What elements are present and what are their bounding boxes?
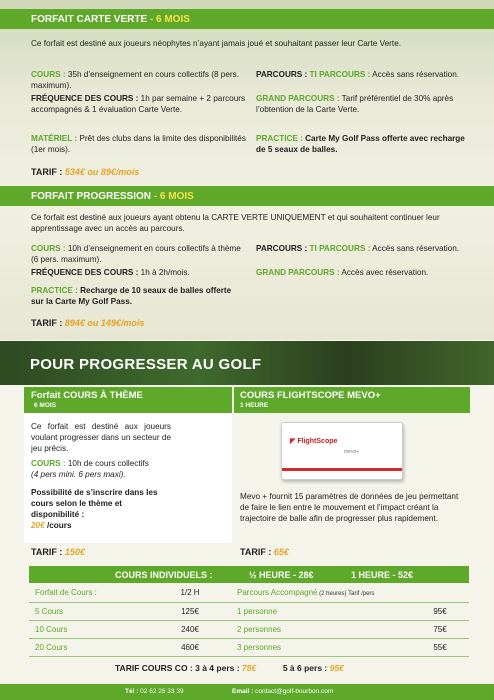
intro-text: Ce forfait est destiné aux joueurs voulant progresser dans un secteur de jeu précis. [31, 422, 171, 453]
tarif: TARIF : 534€ ou 89€/mois [31, 167, 140, 177]
price-per-course: 20€ /cours [31, 521, 72, 530]
device-model-text: mevo+ [344, 449, 360, 455]
grand-parcours-info: GRAND PARCOURS : Tarif préférentiel de 30% après l’obtention de la Carte Verte. [256, 94, 454, 114]
practice-info: PRACTICE : Carte My Golf Pass offerte avec recharge de 5 seaux de balles. [256, 134, 465, 154]
flightscope-logo-icon: ◤ [290, 438, 296, 445]
table-row: 10 Cours 240€ 2 personnes 75€ [29, 620, 469, 638]
section-banner-progression [0, 186, 494, 206]
section-banner-flightscope [234, 387, 470, 413]
footer-phone: Tél : 02 62 26 33 39 [125, 688, 184, 695]
tarif: TARIF : 894€ ou 149€/mois [31, 318, 145, 328]
cours-individuels-banner: COURS INDIVIDUELS : ½ HEURE - 28€ 1 HEURE - 52€ [29, 566, 469, 583]
tarif: TARIF : 65€ [240, 547, 289, 557]
frequence-info: FRÉQUENCE DES COURS : 1h par semaine + 2 parcours accompagnés & 1 évaluation Carte Verte. [31, 94, 246, 114]
parcours-info: PARCOURS : TI PARCOURS : Accès sans réservation. [256, 244, 460, 253]
parcours-info: PARCOURS : TI PARCOURS : Accès sans réservation. [256, 70, 460, 79]
section-title: FORFAIT PROGRESSION [31, 191, 152, 202]
section-title: Forfait COURS À THÈME [31, 390, 143, 401]
section-duration: - 6 MOIS [151, 191, 194, 202]
tarif: TARIF : 150€ [31, 547, 85, 557]
rates-table [29, 584, 469, 657]
hero-title: POUR PROGRESSER AU GOLF [30, 356, 262, 373]
possibilite-info: Possibilité de s’inscrire dans les cours selon le thème et disponibilité : [31, 488, 158, 519]
flightscope-text: Mevo + fournit 15 paramètres de données de jeu permettant de faire le lien entre le mouvement et l’impact créant la trajectoire de balle afin de progresser plus rapidement. [240, 492, 459, 523]
footer-bar [0, 684, 494, 700]
section-title: COURS FLIGHTSCOPE MEVO+ [240, 390, 381, 401]
section-duration: 6 MOIS [34, 402, 57, 409]
section-banner-carte-verte [0, 9, 494, 29]
device-logo-text: FlightScope [297, 438, 338, 445]
section-duration: 1 HEURE [240, 402, 269, 409]
table-row: 20 Cours 460€ 3 personnes 55€ [29, 638, 469, 656]
table-row: 5 Cours 125€ 1 personne 95€ [29, 602, 469, 620]
cours-info: COURS : 10h d’enseignement en cours collectifs à thème (6 pers. maximum). [31, 244, 241, 264]
intro-text: Ce forfait est destiné aux joueurs ayant obtenu la CARTE VERTE UNIQUEMENT et qui souhaitent continuer leur apprentissage avec un accès au parcours. [31, 213, 440, 233]
section-banner-cours-theme [24, 387, 232, 413]
flightscope-device-image [281, 422, 403, 480]
grand-parcours-info: GRAND PARCOURS : Accès avec réservation. [256, 268, 429, 277]
cours-info: COURS : 10h de cours collectifs (4 pers mini. 6 pers maxi). [31, 459, 149, 479]
materiel-info: MATÉRIEL : Prêt des clubs dans la limite des disponibilités (1er mois). [31, 134, 246, 154]
device-stripe [282, 468, 402, 471]
cours-info: COURS : 35h d’enseignement en cours collectifs (8 pers. maximum). [31, 70, 239, 90]
section-duration: - 6 MOIS [147, 14, 190, 25]
frequence-info: FRÉQUENCE DES COURS : 1h à 2h/mois. [31, 268, 190, 277]
section-title: FORFAIT CARTE VERTE [31, 14, 148, 25]
intro-text: Ce forfait est destiné aux joueurs néophytes n’ayant jamais joué et souhaitant passer leur Carte Verte. [31, 39, 402, 48]
footer-email[interactable]: Email : contact@golf-bourbon.com [232, 688, 334, 695]
table-header-row: Forfait de Cours : 1/2 H Parcours Accompagné (2 heures) Tarif /pers [29, 584, 469, 602]
practice-info: PRACTICE : Recharge de 10 seaux de balles offerte sur la Carte My Golf Pass. [31, 286, 232, 306]
tarif-cours-co: TARIF COURS CO : 3 à 4 pers : 75€ 5 à 6 pers : 95€ [115, 663, 344, 673]
